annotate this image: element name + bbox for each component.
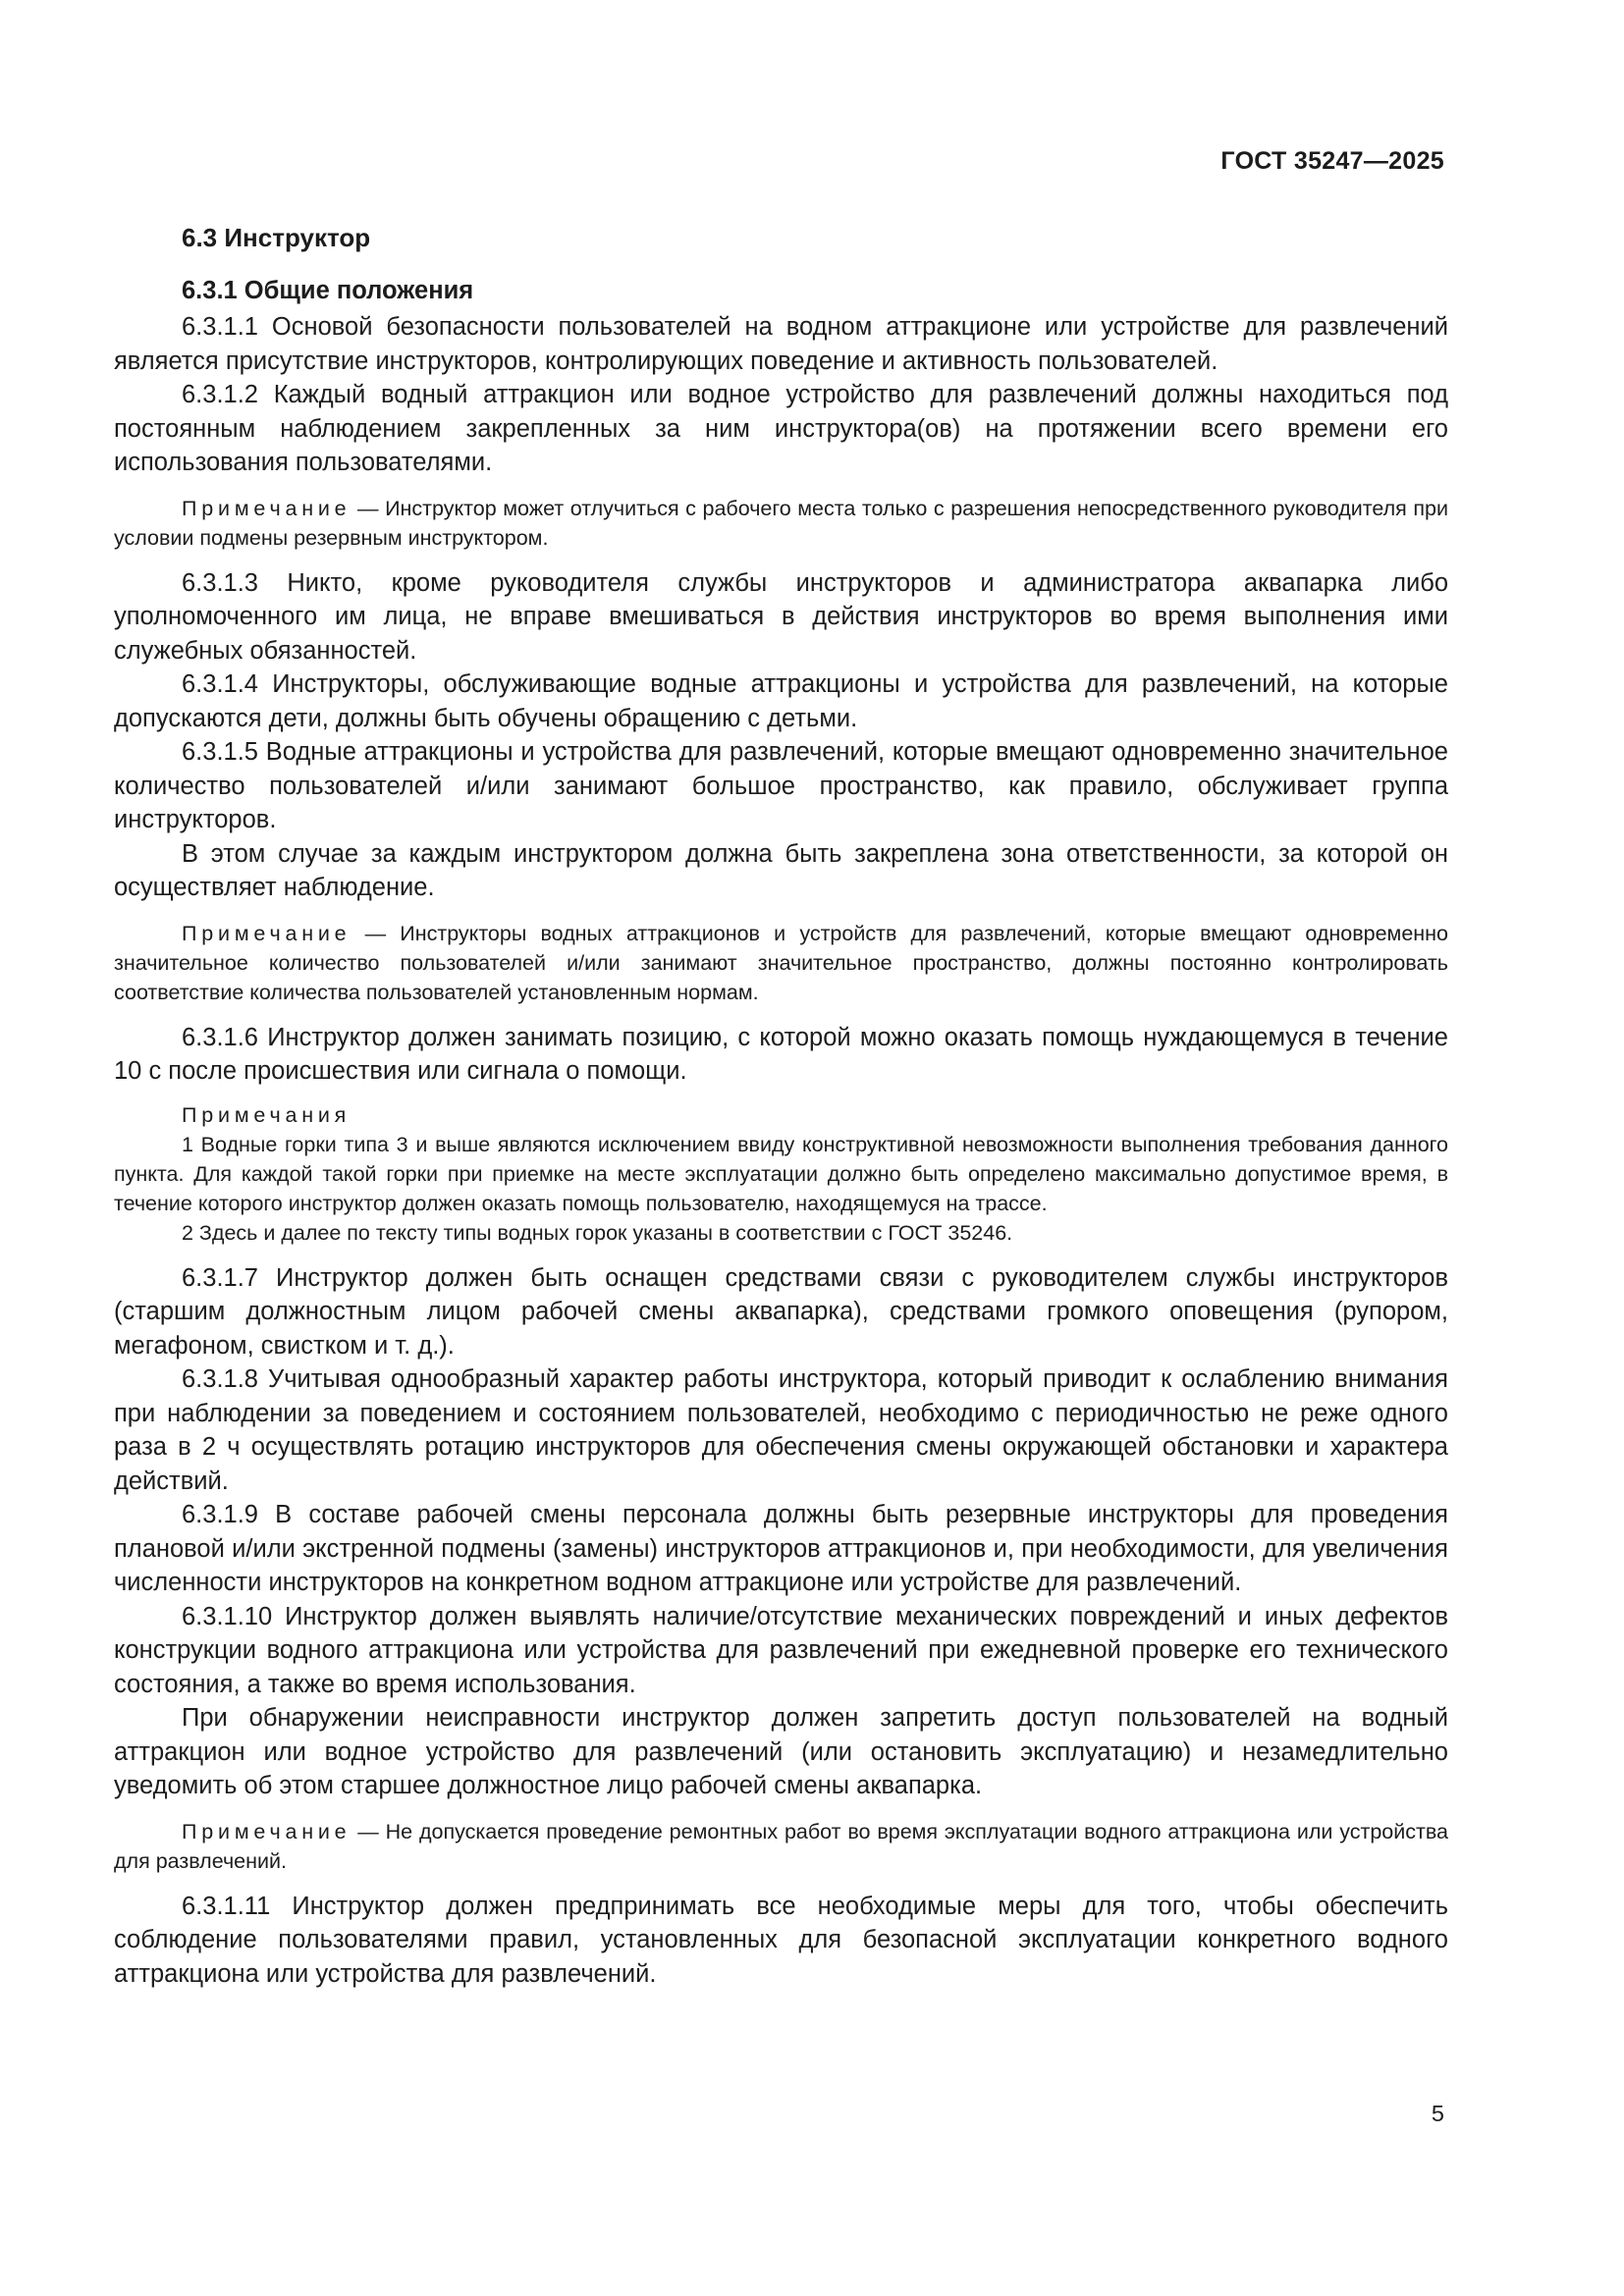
paragraph-6-3-1-3: 6.3.1.3 Никто, кроме руководителя службы инструкторов и администратора аквапарка либо уполномоченного им лица, не вправе вмешиваться в действия инструкторов во время выполнения ими служебных обязанностей. — [114, 568, 1448, 665]
section-title: 6.3 Инструктор — [182, 223, 371, 252]
paragraph-6-3-1-9: 6.3.1.9 В составе рабочей смены персонала должны быть резервные инструкторы для проведения плановой и/или экстренной подмены (замены) инструкторов аттракционов и, при необходимости, для увеличения численности инструкторов на конкретном водном аттракционе или устройстве для развлечений. — [114, 1501, 1448, 1596]
paragraph-6-3-1-1: 6.3.1.1 Основой безопасности пользователей на водном аттракционе или устройстве для развлечений является присутствие инструкторов, контролирующих поведение и активность пользователей. — [114, 313, 1448, 375]
note-label: Примечание — [182, 921, 352, 945]
paragraph-6-3-1-11: 6.3.1.11 Инструктор должен предпринимать все необходимые меры для того, чтобы обеспечить соблюдение пользователями правил, установленных для безопасной эксплуатации конкретного водного аттракциона или устройства для развлечений. — [114, 1892, 1448, 1988]
note-item: 2 Здесь и далее по тексту типы водных горок указаны в соответствии с ГОСТ 35246. — [182, 1220, 1013, 1245]
note-text: — Инструктор может отлучиться с рабочего места только с разрешения непосредственного руководителя при условии подмены резервным инструктором. — [114, 496, 1448, 550]
note — [114, 919, 1448, 1007]
note-label: Примечание — [182, 496, 352, 520]
note — [114, 494, 1448, 553]
paragraph-6-3-1-7: 6.3.1.7 Инструктор должен быть оснащен средствами связи с руководителем службы инструкторов (старшим должностным лицом рабочей смены аквапарка), средствами громкого оповещения (рупором, мегафоном, свистком и т. д.). — [114, 1263, 1448, 1360]
notes-list — [114, 1100, 1448, 1248]
page-number: 5 — [1431, 2101, 1444, 2126]
subsection-title: 6.3.1 Общие положения — [182, 277, 474, 304]
document-body — [114, 222, 1448, 1991]
note-text: — Инструкторы водных аттракционов и устройств для развлечений, которые вмещают одновременно значительное количество пользователей и/или занимают значительное пространство, должны постоянно контролировать соответствие количества пользователей установленным нормам. — [114, 921, 1448, 1004]
paragraph-6-3-1-5-continued: В этом случае за каждым инструктором должна быть закреплена зона ответственности, за которой он осуществляет наблюдение. — [114, 839, 1448, 901]
note — [114, 1817, 1448, 1876]
paragraph-6-3-1-2: 6.3.1.2 Каждый водный аттракцион или водное устройство для развлечений должны находиться под постоянным наблюдением закрепленных за ним инструктора(ов) на протяжении всего времени его использования пользователями. — [114, 381, 1448, 476]
paragraph-6-3-1-4: 6.3.1.4 Инструкторы, обслуживающие водные аттракционы и устройства для развлечений, на которые допускаются дети, должны быть обучены обращению с детьми. — [114, 670, 1448, 732]
paragraph-6-3-1-5: 6.3.1.5 Водные аттракционы и устройства для развлечений, которые вмещают одновременно значительное количество пользователей и/или занимают большое пространство, как правило, обслуживает группа инструкторов. — [114, 738, 1448, 833]
paragraph-6-3-1-8: 6.3.1.8 Учитывая однообразный характер работы инструктора, который приводит к ослаблению внимания при наблюдении за поведением и состоянием пользователей, необходимо с периодичностью не реже одного раза в 2 ч осуществлять ротацию инструкторов для обеспечения смены окружающей обстановки и характера действий. — [114, 1365, 1448, 1495]
note-item: 1 Водные горки типа 3 и выше являются исключением ввиду конструктивной невозможности выполнения требования данного пункта. Для каждой такой горки при приемке на месте эксплуатации должно быть определено максимально допустимое время, в течение которого инструктор должен оказать помощь пользователю, находящемуся на трассе. — [114, 1132, 1448, 1215]
paragraph-6-3-1-6: 6.3.1.6 Инструктор должен занимать позицию, с которой можно оказать помощь нуждающемуся в течение 10 с после происшествия или сигнала о помощи. — [114, 1023, 1448, 1085]
document-header-number: ГОСТ 35247—2025 — [1220, 147, 1444, 175]
note-text: — Не допускается проведение ремонтных работ во время эксплуатации водного аттракциона или устройства для развлечений. — [114, 1819, 1448, 1873]
note-label: Примечание — [182, 1819, 352, 1843]
paragraph-6-3-1-10-continued: При обнаружении неисправности инструктор должен запретить доступ пользователей на водный аттракцион или водное устройство для развлечений (или остановить эксплуатацию) и незамедлительно уведомить об этом старшее должностное лицо рабочей смены аквапарка. — [114, 1704, 1448, 1799]
paragraph-6-3-1-10: 6.3.1.10 Инструктор должен выявлять наличие/отсутствие механических повреждений и иных дефектов конструкции водного аттракциона или устройства для развлечений при ежедневной проверке его технического состояния, а также во время использования. — [114, 1602, 1448, 1698]
notes-list-label: Примечания — [182, 1102, 352, 1127]
